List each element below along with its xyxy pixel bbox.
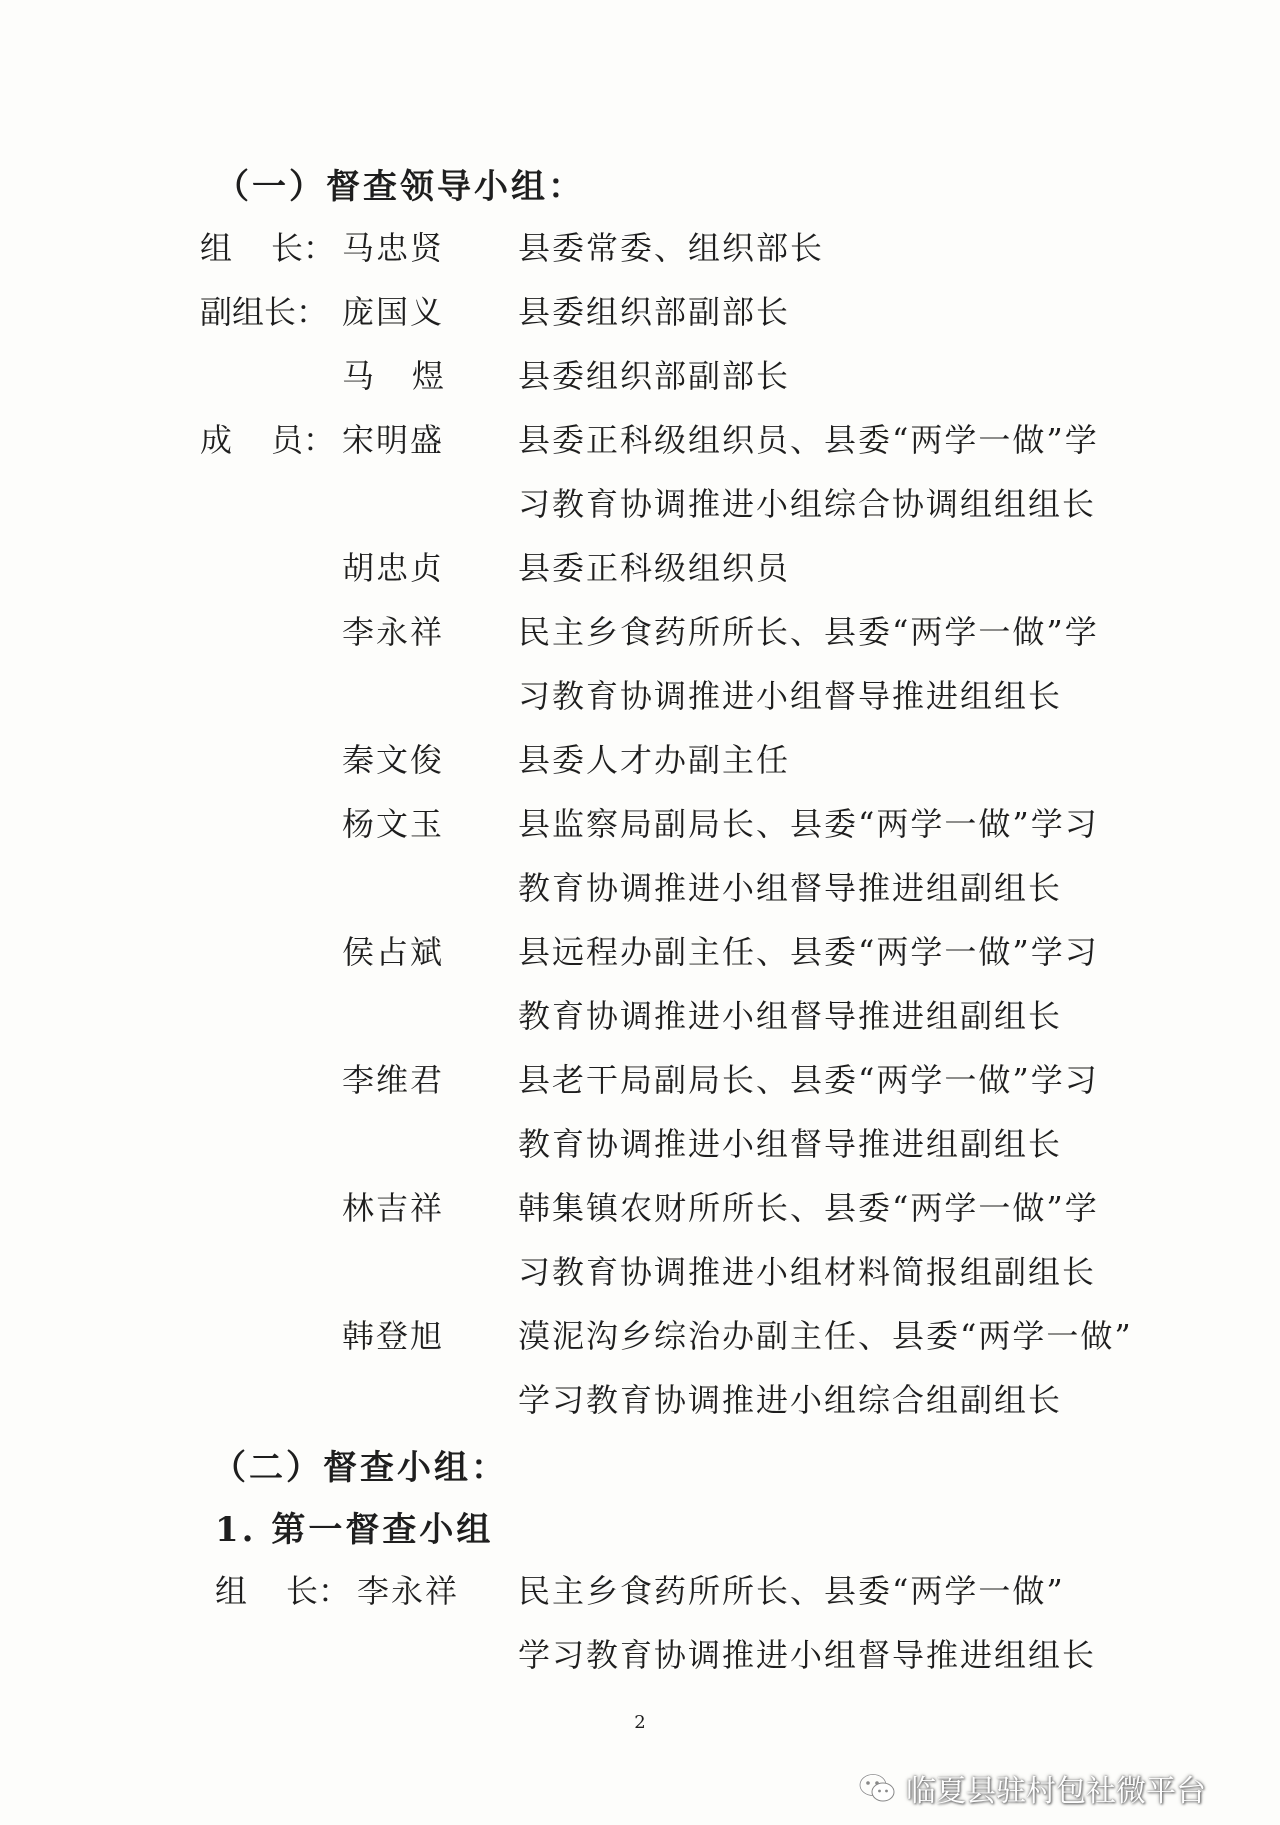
member-title-continued: 教育协调推进小组督导推进组副组长 [518,997,1063,1035]
member-row [0,548,1280,612]
section-1-title: （一）督查领导小组： [215,167,585,207]
section-2-subtitle: 1. 第一督查小组 [215,1510,494,1550]
member-name: 胡忠贞 [342,549,445,587]
watermark-text: 临夏县驻村包社微平台 [906,1774,1206,1809]
member-title-continued: 习教育协调推进小组综合协调组组组长 [518,485,1097,523]
member-title: 民主乡食药所所长、县委“两学一做” [518,1572,1065,1610]
member-row-continuation [0,1124,1280,1188]
member-row-continuation [0,868,1280,932]
role-label: 成 员： [200,421,335,459]
member-title-continued: 教育协调推进小组督导推进组副组长 [518,869,1063,907]
member-name: 李永祥 [342,613,445,651]
member-name: 林吉祥 [342,1189,445,1227]
member-title-continued: 学习教育协调推进小组综合组副组长 [518,1381,1063,1419]
member-title: 县委人才办副主任 [518,741,791,779]
member-name: 马 煜 [342,357,446,395]
member-row [0,740,1280,804]
member-row [0,1060,1280,1124]
member-name: 李永祥 [357,1572,460,1610]
member-title: 县老干局副局长、县委“两学一做”学习 [518,1061,1099,1099]
page-number: 2 [634,1712,646,1733]
member-row [0,292,1280,356]
member-title: 民主乡食药所所长、县委“两学一做”学 [518,613,1099,651]
member-name: 庞国义 [342,293,445,331]
role-label: 组 长： [215,1572,350,1610]
member-row [0,1571,1280,1635]
member-row [0,1188,1280,1252]
member-title-continued: 习教育协调推进小组督导推进组组长 [518,677,1063,715]
member-title-continued: 习教育协调推进小组材料简报组副组长 [518,1253,1097,1291]
member-row [0,420,1280,484]
member-name: 宋明盛 [342,421,445,459]
member-name: 韩登旭 [342,1317,445,1355]
member-row [0,612,1280,676]
section-2-title: （二）督查小组： [212,1448,508,1488]
member-row [0,1316,1280,1380]
member-name: 侯占斌 [342,933,445,971]
member-row [0,356,1280,420]
member-name: 秦文俊 [342,741,445,779]
member-title: 县委组织部副部长 [518,357,791,395]
member-name: 李维君 [342,1061,445,1099]
member-title: 县远程办副主任、县委“两学一做”学习 [518,933,1099,971]
member-title-continued: 学习教育协调推进小组督导推进组组长 [518,1636,1097,1674]
role-label: 副组长： [200,293,329,331]
member-row [0,804,1280,868]
member-title: 县委正科级组织员 [518,549,791,587]
member-title-continued: 教育协调推进小组督导推进组副组长 [518,1125,1063,1163]
member-title: 漠泥沟乡综治办副主任、县委“两学一做” [518,1317,1133,1355]
member-title: 县委正科级组织员、县委“两学一做”学 [518,421,1099,459]
member-row [0,932,1280,996]
role-label: 组 长： [200,229,335,267]
member-title: 韩集镇农财所所长、县委“两学一做”学 [518,1189,1099,1227]
member-title: 县监察局副局长、县委“两学一做”学习 [518,805,1099,843]
member-name: 杨文玉 [342,805,445,843]
member-row-continuation [0,1380,1280,1444]
member-row-continuation [0,676,1280,740]
member-name: 马忠贤 [342,229,445,267]
member-row-continuation [0,1252,1280,1316]
wechat-icon [858,1772,896,1804]
member-row [0,228,1280,292]
member-row-continuation [0,996,1280,1060]
member-row-continuation [0,1635,1280,1699]
member-row-continuation [0,484,1280,548]
member-title: 县委组织部副部长 [518,293,791,331]
member-title: 县委常委、组织部长 [518,229,825,267]
watermark [858,1768,1206,1808]
